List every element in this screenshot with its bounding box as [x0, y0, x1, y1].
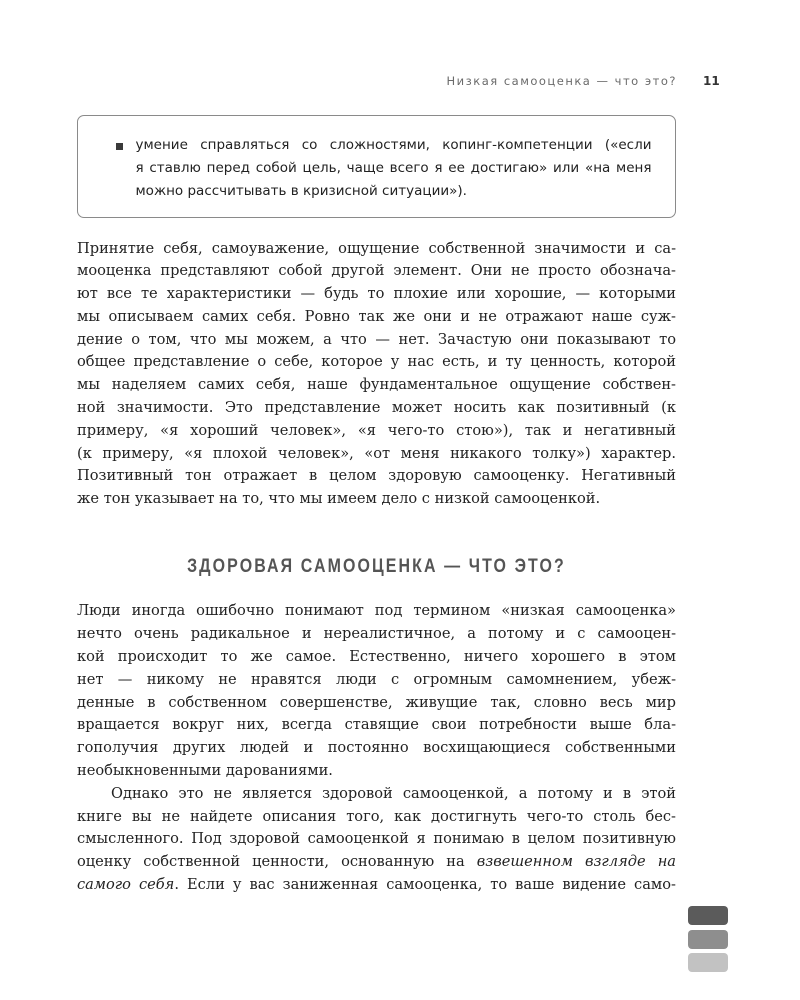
thumb-tab-dark: [688, 906, 728, 925]
paragraph-line: необыкновенными дарованиями.: [77, 761, 333, 779]
callout-box: [77, 115, 676, 218]
paragraph-line: ной значимости. Это представление может носить как позитивный (к: [77, 399, 676, 417]
thumb-tab-light: [688, 953, 728, 972]
paragraph-line: книге вы не найдете описания того, как достигнуть чего-то столь бес-: [77, 807, 676, 825]
bullet-line: можно рассчитывать в кризисной ситуации»).: [135, 183, 467, 199]
paragraph-line: ют все те характеристики — будь то плохие или хорошие, — которыми: [77, 285, 676, 303]
paragraph-line: общее представление о себе, которое у нас есть, и ту ценность, которой: [77, 353, 676, 371]
line-segment: оценку собственной ценности, основанную на: [77, 853, 465, 871]
section-heading: [77, 555, 676, 579]
paragraph-line: денные в собственном совершенстве, живущие так, словно весь мир: [77, 693, 676, 711]
paragraph-line: [77, 874, 676, 897]
paragraph-line: гополучия других людей и постоянно восхищающиеся собственными: [77, 739, 676, 757]
paragraph-2: [77, 600, 676, 782]
bullet-line: я ставлю перед собой цель, чаще всего я ее достигаю» или «на меня: [135, 160, 652, 176]
paragraph-line: мооценка представляют собой другой элемент. Они не просто обознача-: [77, 262, 676, 280]
paragraph-line: мы описываем самих себя. Ровно так же они и не отражают наше суж-: [77, 307, 676, 325]
paragraph-line: Позитивный тон отражает в целом здоровую самооценку. Негативный: [77, 467, 676, 485]
paragraph-line: Однако это не является здоровой самооценкой, а потому и в этой: [111, 784, 676, 802]
paragraph-line: нет — никому не нравятся люди с огромным самомнением, убеж-: [77, 670, 676, 688]
square-bullet-icon: [116, 143, 123, 150]
paragraph-line: [77, 851, 676, 874]
paragraphs-2-3: [77, 600, 676, 896]
page-number: 11: [703, 74, 720, 88]
paragraph-line: дение о том, что мы можем, а что — нет. Зачастую они показывают то: [77, 330, 676, 348]
bullet-line: умение справляться со сложностями, копинг-компетенции («если: [135, 137, 652, 153]
paragraph-line: мы наделяем самих себя, наше фундаментальное ощущение собствен-: [77, 376, 676, 394]
paragraph-line: примеру, «я хороший человек», «я чего-то стою»), так и негативный: [77, 421, 676, 439]
paragraph-1: [77, 238, 676, 512]
line-segment: . Если у вас заниженная самооценка, то ваше видение само-: [174, 875, 676, 893]
paragraph-line: (к примеру, «я плохой человек», «от меня никакого толку») характер.: [77, 444, 676, 462]
paragraph-line: же тон указывает на то, что мы имеем дело с низкой самооценкой.: [77, 490, 601, 508]
running-title: Низкая самооценка — что это?: [446, 74, 677, 88]
italic-emphasis: взвешенном взгляде на: [476, 853, 677, 871]
paragraph-line: Люди иногда ошибочно понимают под термином «низкая самооценка»: [77, 602, 676, 620]
thumb-tab-mid: [688, 930, 728, 949]
bullet-item-text: [136, 134, 652, 203]
paragraph-line: Принятие себя, самоуважение, ощущение собственной значимости и са-: [77, 239, 676, 257]
paragraph-line: кой происходит то же самое. Естественно, ничего хорошего в этом: [77, 647, 676, 665]
section-heading-text: ЗДОРОВАЯ САМООЦЕНКА — ЧТО ЭТО?: [187, 556, 566, 578]
italic-emphasis: самого себя: [77, 875, 175, 893]
paragraph-line: смысленного. Под здоровой самооценкой я понимаю в целом позитивную: [77, 830, 676, 848]
paragraph-3: [77, 783, 676, 897]
paragraph-line: нечто очень радикальное и нереалистичное, а потому и с самооцен-: [77, 625, 676, 643]
paragraph-line: вращается вокруг них, всегда ставящие свои потребности выше бла-: [77, 716, 676, 734]
